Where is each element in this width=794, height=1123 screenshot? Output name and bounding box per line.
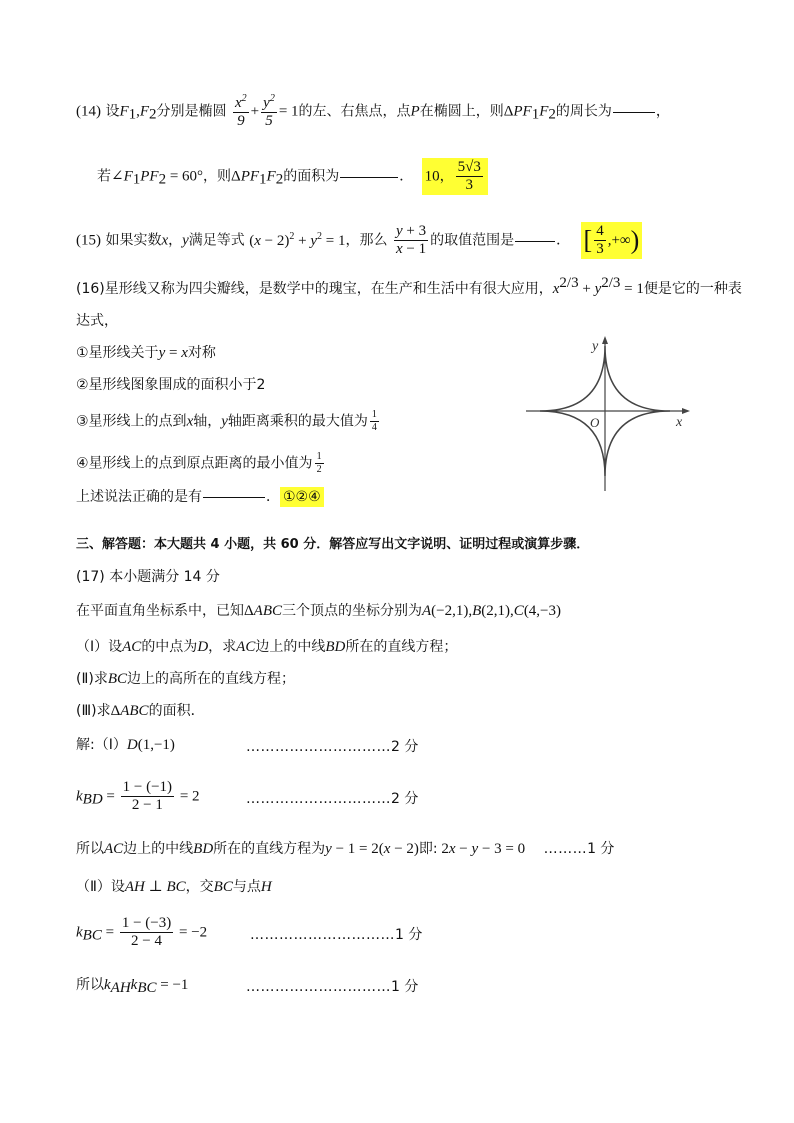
q15-answer: [ $\frac{4}{3}$ ,+∞): [581, 222, 643, 259]
sol-kbd-score: …………………………2 分: [246, 791, 419, 807]
q17-part2: (Ⅱ)求BC边上的高所在的直线方程；: [76, 671, 295, 687]
q14-number: (14): [76, 103, 101, 120]
q16-conclusion: 上述说法正确的是有 ． ①②④: [76, 490, 324, 504]
y-axis-label: y: [592, 339, 599, 354]
q17-head: (17) 本小题满分 14 分: [76, 569, 220, 585]
sol-step1: 解:（Ⅰ）D(1,−1): [76, 737, 175, 753]
q17-part3: (Ⅲ)求ΔABC的面积．: [76, 703, 205, 719]
q17-stem: 在平面直角坐标系中，已知ΔABC三个顶点的坐标分别为A(−2,1),B(2,1),C(4,−3): [76, 603, 562, 619]
ellipse-term-x: $\frac{x^2}{9}$: [235, 93, 247, 129]
y-axis-arrow: [602, 336, 608, 344]
q14-line1: (14) 设$F_1,F_2$分别是椭圆 $\frac{x^2}{9}$ + $\frac{y^2}{5}$ = 1的左、右焦点，点P在椭圆上，则$\Delta PF_1F_2$的周长为 ，: [76, 93, 670, 129]
q16-item1: ①星形线关于y = x对称: [76, 345, 216, 361]
sol-bd-line: 所以AC边上的中线BD所在的直线方程为y − 1 = 2(x − 2)即: 2x − y − 3 = 0 ………1 分: [76, 841, 615, 857]
sol-step1-score: …………………………2 分: [246, 739, 419, 755]
q16-line1: (16)星形线又称为四尖瓣线，是数学中的瑰宝，在生产和生活中有很大应用，$x^{2/3} + y^{2/3} = 1$便是它的一种表: [76, 275, 742, 297]
q16-item3: ③星形线上的点到x轴，y轴距离乘积的最大值为 $\frac{1}{4}$: [76, 409, 377, 433]
ellipse-term-y: $\frac{y^2}{5}$: [263, 93, 275, 129]
x-axis-arrow: [682, 408, 690, 414]
x-axis-label: x: [676, 415, 683, 430]
q16-answer: ①②④: [280, 487, 324, 507]
sol-part2-intro: （Ⅱ）设AH ⊥ BC，交BC与点H: [76, 879, 272, 895]
astroid-graph: [526, 336, 696, 496]
section-3-heading: 三、解答题：本大题共 4 小题，共 60 分．解答应写出文字说明、证明过程或演算步骤．: [76, 537, 590, 552]
q14-line2: 若$\angle F_1PF_2 = 60^\circ$，则$\Delta PF_1F_2$的面积为 ． 10， $\frac{5√3}{3}$: [97, 158, 488, 195]
origin-label: O: [590, 415, 600, 430]
q16-line2: 达式，: [76, 313, 118, 329]
sol-kbc-score: …………………………1 分: [250, 927, 423, 943]
q14-answer: 10， $\frac{5√3}{3}$: [422, 158, 488, 195]
sol-product: 所以$k_{AH}k_{BC} = -1$: [76, 977, 189, 996]
q17-part1: （Ⅰ）设AC的中点为D，求AC边上的中线BD所在的直线方程；: [76, 639, 458, 655]
sol-product-score: …………………………1 分: [246, 979, 419, 995]
sol-kbd: $k_{BD}$ = $\frac{1 - (-1)}{2 - 1}$ = 2: [76, 779, 200, 813]
q16-item2: ②星形线图象围成的面积小于2: [76, 377, 266, 393]
q16-item4: ④星形线上的点到原点距离的最小值为 $\frac{1}{2}$: [76, 451, 322, 475]
q15-line: (15) 如果实数x，y满足等式 $(x - 2)^2 + y^2 = 1$，那么 $\frac{y + 3}{x - 1}$ 的取值范围是 ． [ $\frac{4}{3}$ ,+∞): [76, 222, 642, 259]
sol-kbc: $k_{BC}$ = $\frac{1 - (-3)}{2 - 4}$ = −2: [76, 915, 208, 949]
